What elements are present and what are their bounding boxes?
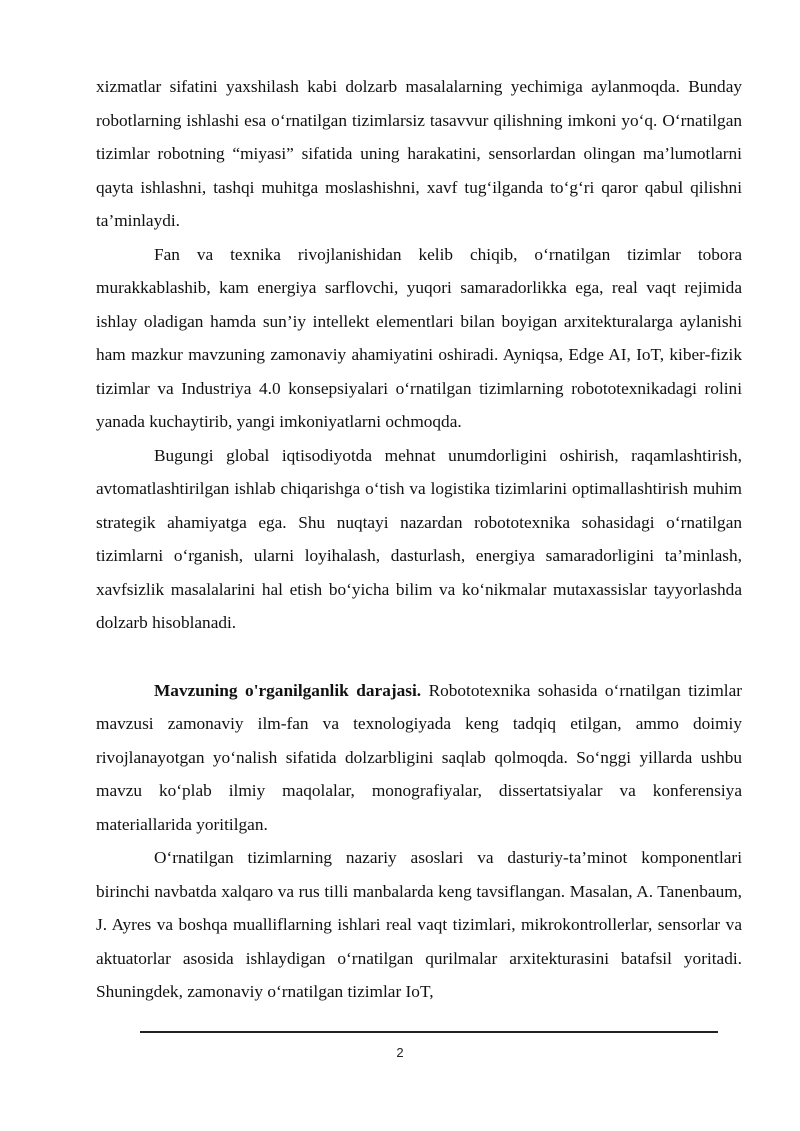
section-lead-text: Robototexnika sohasida o‘rnatilgan tizimlar mavzusi zamonaviy ilm-fan va texnologiyada keng tadqiq etilgan, ammo doimiy rivojlanayotgan yo‘nalish sifatida dolzarbligini saqlab qolmoqda. So‘nggi yillarda ushbu mavzu ko‘plab ilmiy maqolalar, monografiyalar, dissertatsiyalar va konferensiya materiallarida yoritilgan.: [96, 680, 742, 834]
section-paragraph: [96, 674, 742, 842]
paragraph-1: xizmatlar sifatini yaxshilash kabi dolzarb masalalarning yechimiga aylanmoqda. Bunday robotlarning ishlashi esa o‘rnatilgan tizimlarsiz tasavvur qilishning imkoni yo‘q. O‘rnatilgan tizimlar robotning “miyasi” sifatida uning harakatini, sensorlardan olingan ma’lumotlarni qayta ishlashni, tashqi muhitga moslashishni, xavf tug‘ilganda to‘g‘ri qaror qabul qilishni ta’minlaydi.: [96, 77, 742, 230]
paragraph-2: Fan va texnika rivojlanishidan kelib chiqib, o‘rnatilgan tizimlar tobora murakkablashib, kam energiya sarflovchi, yuqori samaradorlikka ega, real vaqt rejimida ishlay oladigan hamda sun’iy intellekt elementlari bilan boyigan arxitekturalarga aylanishi ham mazkur mavzuning zamonaviy ahamiyatini oshiradi. Ayniqsa, Edge AI, IoT, kiber-fizik tizimlar va Industriya 4.0 konsepsiyalari o‘rnatilgan tizimlarning robototexnikadagi rolini yanada kuchaytirib, yangi imkoniyatlarni ochmoqda.: [96, 244, 742, 431]
footer-divider: [140, 1031, 718, 1033]
page-number: 2: [396, 1045, 404, 1060]
paragraph-gap: [96, 640, 742, 674]
section-heading: Mavzuning o'rganilganlik darajasi.: [154, 680, 422, 700]
paragraph-3: Bugungi global iqtisodiyotda mehnat unumdorligini oshirish, raqamlashtirish, avtomatlashtirilgan ishlab chiqarishga o‘tish va logistika tizimlarini optimallashtirish muhim strategik ahamiyatga ega. Shu nuqtayi nazardan robototexnika sohasidagi o‘rnatilgan tizimlarni o‘rganish, ularni loyihalash, dasturlash, energiya samaradorligini ta’minlash, xavfsizlik masalalarini hal etish bo‘yicha bilim va ko‘nikmalar mutaxassislar tayyorlashda dolzarb hisoblanadi.: [96, 445, 742, 632]
paragraph-5: O‘rnatilgan tizimlarning nazariy asoslari va dasturiy-ta’minot komponentlari birinchi navbatda xalqaro va rus tilli manbalarda keng tavsiflangan. Masalan, A. Tanenbaum, J. Ayres va boshqa mualliflarning ishlari real vaqt tizimlari, mikrokontrollerlar, sensorlar va aktuatorlar asosida ishlaydigan o‘rnatilgan qurilmalar arxitekturasini batafsil yoritadi. Shuningdek, zamonaviy o‘rnatilgan tizimlar IoT,: [96, 848, 742, 1001]
document-body: [96, 70, 742, 1009]
